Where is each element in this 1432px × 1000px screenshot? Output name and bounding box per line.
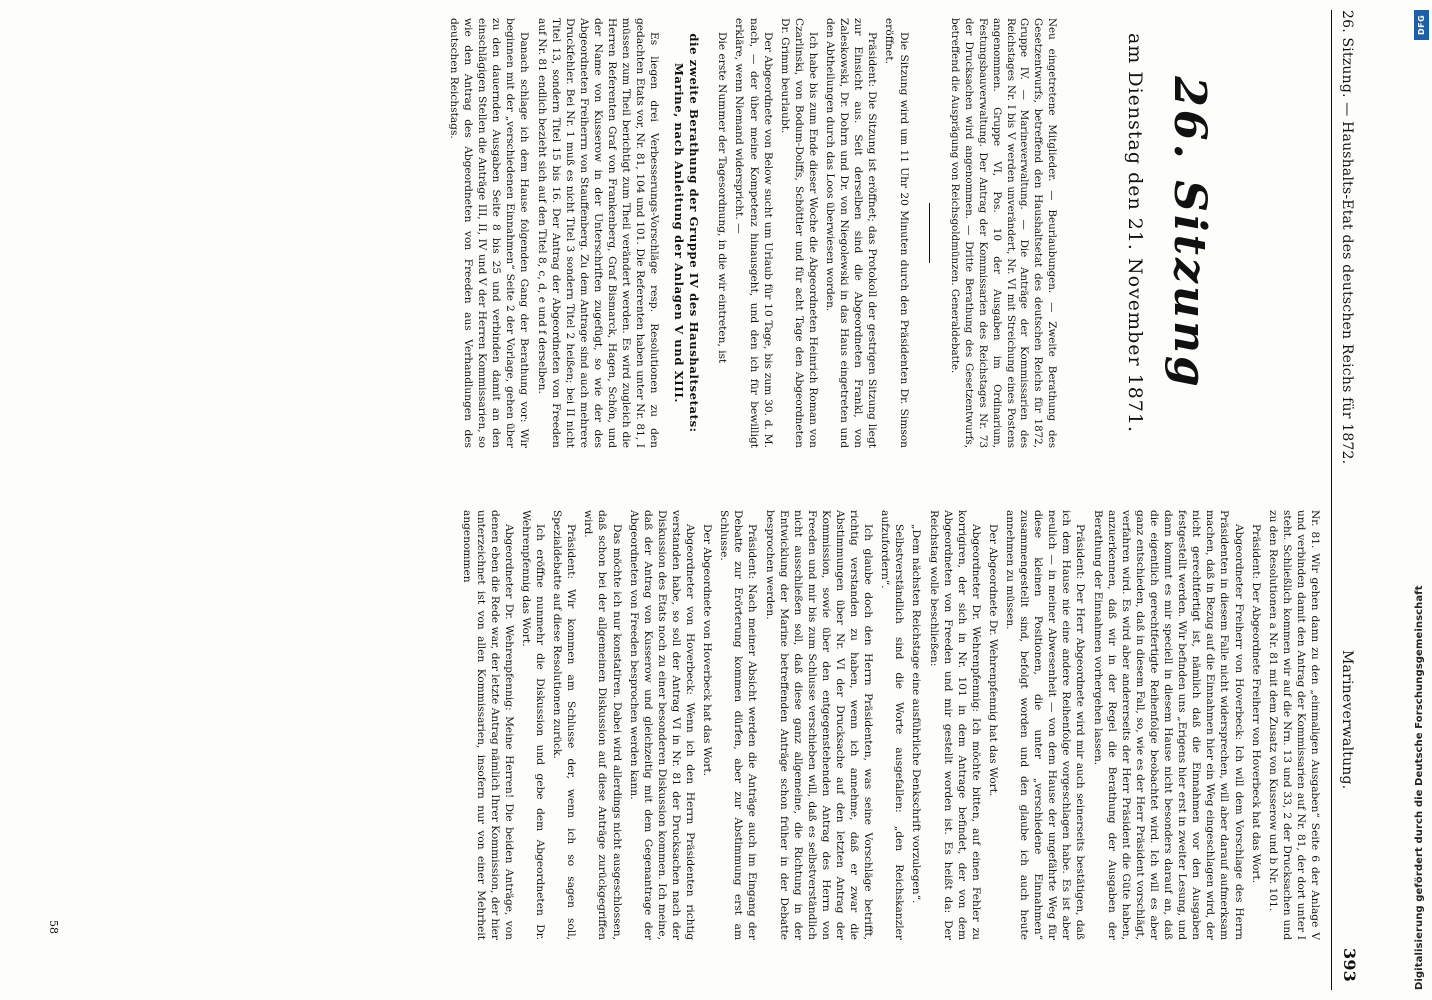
paragraph: Nr. 81. Wir gehen dann zu den „einmaligen Ausgaben“ Seite 6 der Anlage V und verbinden damit den Antrag der Kommissarien auf Nr. 81, der dort unter I steht. Schließlich kommen wir auf die Nrn. 13 und 33, 2 der Drucksachen und zu den Resolutionen a Nr. 81 mit dem Zusatz von Kusserow und b Nr. 101. [1266,510,1321,940]
running-head-section: Marineverwaltung. [1339,650,1355,790]
paragraph: Danach schlage ich dem Hause folgenden Gang der Berathung vor: Wir beginnen mit der „verschiedenen Einnahmen“ Seite 2 der Vorlage, gehen über zu den dauernden Ausgaben Seite 8 bis 25 und verbinden damit an den einschlägigen Stellen die Anträge III, II, IV und V der Herren Kommissarien, so wie den Antrag des Abgeordneten von Freeden aus Verhandlungen des deutschen Reichstags. [448,18,531,448]
dfg-logo: DFG [1414,10,1429,40]
paragraph: Der Abgeordnete Dr. Wehrenpfennig hat das Wort. [986,524,999,797]
digitization-credit: Digitalisierung gefördert durch die Deutsche Forschungsgemeinschaft [1414,585,1425,990]
paragraph: Präsident: Die Sitzung ist eröffnet; das Protokoll der gestrigen Sitzung liegt zur Einsicht aus. Seit derselben sind die Abgeordneten Frankl, von Zaleskowski, Dr. Dohrn und Dr. von Niegolewski in das Haus eingetreten und den Abtheilungen durch das Loos überwiesen worden. [824,18,879,448]
page-number: 393 [1340,948,1359,982]
paragraph: Ich eröffne nunmehr die Diskussion und gebe dem Abgeordneten Dr. Wehrenpfennig das Wort. [520,510,547,940]
paragraph: Abgeordneter von Hoverbeck: Wenn ich den Herrn Präsidenten richtig verstanden habe, so soll der Antrag VI in Nr. 81 der Drucksachen nach der Diskussion des Etats noch zu einer besonderen Diskussion kommen. Ich meine, daß der Antrag von Kusserow und gleichzeitig mit dem Gegenantrage der Abgeordneten von Freeden besprochen werden kann. [627,510,697,940]
agenda-summary: Neu eingetretene Mitglieder. — Beurlaubungen. — Zweite Berathung des Gesetzentwurfs, betreffend den Haushaltsetat des deutschen Reichs für 1872, Gruppe IV. — Marineverwaltung. — Die Anträge der Kommissarien des Reichstages Nr. I bis V werden unverändert, Nr. VI mit Streichung eines Postens angenommen. Gruppe VI, Pos. 10 der Ausgaben im Ordinarium, Festungsbauverwaltung. Der Antrag der Kommissarien des Reichstages Nr. 73 der Drucksachen wird angenommen. — Dritte Berathung des Gesetzentwurfs, betreffend die Ausprägung von Reichsgoldmünzen. Generaldebatte. [949,18,1058,448]
session-heading [1124,18,1215,448]
paragraph: Abgeordneter Dr. Wehrenpfennig: Ich möchte bitten, auf einen Fehler zu korrigiren, der sich in Nr. 101 in dem Antrage befindet, der von dem Abgeordneten von Freeden und mir gestellt worden ist. Es heißt da: Der Reichstag wolle beschließen: [927,510,982,940]
paragraph: Das möchte ich nur konstatiren. Dabei wird allerdings nicht ausgeschlossen, daß schon bei der allgemeinen Diskussion auf diese Anträge zurückgegriffen wird. [582,510,623,940]
paragraph: Präsident: Nach meiner Absicht werden die Anträge auch im Eingang der Debatte zur Erörterung kommen dürfen, aber zur Abstimmung erst am Schlusse. [718,510,759,940]
session-date: am Dienstag den 21. November 1871. [1124,32,1146,433]
section-heading: die zweite Berathung der Gruppe IV des Haushaltsetats: Marine, nach Anleitung der Anlagen V und XIII. [672,33,702,433]
divider [929,203,930,263]
paragraph: Präsident: Der Herr Abgeordnete wird mir auch seinerseits bestätigen, daß ich dem Hause nie eine andere Reihenfolge vorgeschlagen habe. Es ist aber neulich — in meiner Abwesenheit — von dem Hause der ungefährte Weg für diese kleinen Positionen, die unter „verschiedene Einnahmen“ zusammengestellt sind, befolgt worden und den glaube ich auch heute annehmen zu müssen. [1004,510,1087,940]
paragraph: Ich glaube doch den Herrn Präsidenten, was seine Vorschläge betrifft, richtig verstanden zu haben, wenn ich annehme, daß er zwar die Abstimmungen über Nr. VI der Drucksache auf den letzten Antrag der Kommission, sowie über den entgegenstehenden Antrag des Herrn von Freeden und mir bis zum Schlusse verschieben will, daß es selbstverständlich nicht ausschließen soll, daß diese ganz allgemeine, die Richtung in der Entwicklung der Marine betreffenden Anträge schon früher in der Debatte besprochen werden. [763,510,875,940]
paragraph: Der Abgeordnete von Hoverbeck hat das Wort. [701,524,714,777]
paragraph: Präsident: Der Abgeordnete Freiherr von Hoverbeck hat das Wort. [1249,524,1262,884]
running-head [1331,10,1359,990]
paragraph: Die Sitzung wird um 11 Uhr 20 Minuten durch den Präsidenten Dr. Simson eröffnet. [883,18,910,448]
paragraph: Abgeordneter Dr. Wehrenpfennig: Meine Herren! Die beiden Anträge, von denen eben die Rede war, der letzte Antrag nämlich Ihrer Kommission, der hier unterzeichnet ist von allen Kommissarien, insofern nur von einer Mehrheit angenommen [460,510,515,940]
paragraph: Abgeordneter Freiherr von Hoverbeck: Ich will dem Vorschlage des Herrn Präsidenten in diesem Falle nicht widersprechen, will aber darauf aufmerksam machen, daß in Bezug auf die Einnahmen hier ein Weg eingeschlagen wird, der nicht gerechtfertigt ist, nämlich daß die Einnahmen vor den Ausgaben festgestellt werden. Wir befinden uns „Erigens hier erst in zweiter Lesung, und dann kommt es mir speciell in diesem Hause nicht besonders darauf an, daß die eigentlich gerechtfertigte Reihenfolge beobachtet wird. Ich will es aber ganz entschieden, daß in diesem Fall, so, wie es der Herr Präsident vorschlägt, verfahren wird. Es wird aber andererseits der Herr Präsident die Güte haben, anzuerkennen, daß wir in der Regel die Berathung der Ausgaben der Berathung der Einnahmen vorhergehen lassen. [1091,510,1245,940]
paragraph: Es liegen drei Verbesserungs-Vorschläge resp. Resolutionen zu den gedachten Etats vor, Nr. 81, 104 und 101. Die Referenten haben unter Nr. 81, I müssen zum Theil berichtigt zum Theil verändert werden. Es wird zugleich die Herren Referenten Graf von Frankenberg, Graf Bismarck, Hagen, Schön, und der Name von Kusserow in der Unterschriften zugefügt, so wie der des Abgeordneten Freiherrn von Stauffenberg. Zu dem Antrage sind auch mehrere Druckfehler. Bei Nr. 1 muß es nicht Titel 3 sondern Titel 2 heißen; bei II nicht Titel 13, sondern Titel 15 bis 16. Der Antrag der Abgeordneten von Freeden auf Nr. 81 endlich bezieht sich auf den Titel 8, c, d, e und f derselben. [535,18,661,448]
paragraph: Die erste Nummer der Tagesordnung, in die wir eintreten, ist [716,32,729,364]
paragraph: Ich habe bis zum Ende dieser Woche die Abgeordneten Heinrich Roman von Czarlinski, von Bodum-Dolffs, Schöttler und für acht Tage den Abgeordneten Dr. Grimm beurlaubt. [778,18,819,448]
paragraph: Selbstverständlich sind die Worte ausgefallen: „den Reichskanzler aufzufordern“. [879,510,906,940]
left-column [72,18,1322,448]
paragraph: Präsident: Wir kommen am Schlusse der, wenn ich so sagen soll, Spezialdebatte auf diese Resolutionen zurück. [551,510,578,940]
running-head-title: 26. Sitzung. — Haushalts-Etat des deutschen Reichs für 1872. [1339,10,1355,465]
sheet-signature: 58 [47,920,60,934]
quotation: „Dem nächsten Reichstage eine ausführliche Denkschrift vorzulegen“. [910,524,923,904]
paragraph: Der Abgeordnete von Below sucht um Urlaub für 10 Tage, bis zum 30. d. M. nach, — der über meine Kompetenz hinausgeht, und den ich für bewilligt erkläre, wenn Niemand widerspricht. — [733,18,774,448]
right-column [72,510,1322,940]
session-title: 26. Sitzung [1164,76,1215,390]
